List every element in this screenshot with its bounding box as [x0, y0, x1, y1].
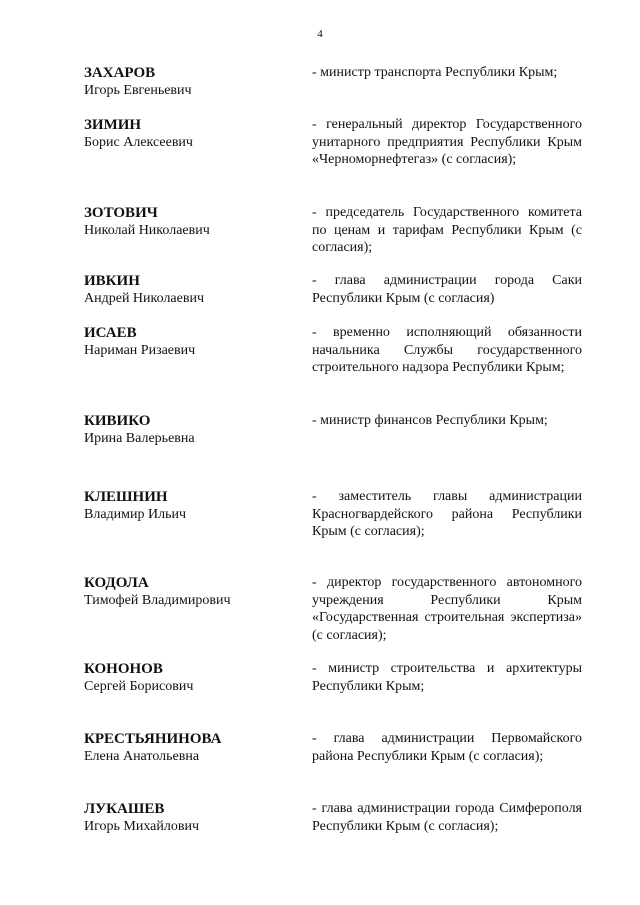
member-role: - глава администрации города Саки Республики Крым (с согласия) [312, 273, 582, 306]
member-given-names: Елена Анатольевна [84, 749, 200, 764]
member-surname: КРЕСТЬЯНИНОВА [84, 731, 222, 747]
member-role: - директор государственного автономного учреждения Республики Крым «Государственная строительная экспертиза» (с согласия); [312, 575, 582, 643]
member-given-names: Николай Николаевич [84, 223, 210, 238]
member-surname: КЛЕШНИН [84, 489, 168, 505]
member-given-names: Игорь Евгеньевич [84, 83, 192, 98]
member-surname: ЗАХАРОВ [84, 65, 156, 81]
member-surname: ИВКИН [84, 273, 140, 289]
member-surname: КОДОЛА [84, 575, 149, 591]
member-role: - глава администрации Первомайского района Республики Крым (с согласия); [312, 731, 582, 764]
member-role: - председатель Государственного комитета по ценам и тарифам Республики Крым (с согласия); [312, 205, 582, 255]
member-given-names: Нариман Ризаевич [84, 343, 196, 358]
member-given-names: Владимир Ильич [84, 507, 187, 522]
member-role: - министр транспорта Республики Крым; [312, 65, 558, 80]
member-surname: КИВИКО [84, 413, 151, 429]
member-surname: КОНОНОВ [84, 661, 163, 677]
member-role: - министр строительства и архитектуры Республики Крым; [312, 661, 582, 694]
member-given-names: Борис Алексеевич [84, 135, 193, 150]
member-given-names: Тимофей Владимирович [84, 593, 231, 608]
member-role: - заместитель главы администрации Красногвардейского района Республики Крым (с согласия); [312, 489, 582, 539]
member-surname: ЗОТОВИЧ [84, 205, 158, 221]
member-role: - министр финансов Республики Крым; [312, 413, 548, 428]
member-given-names: Андрей Николаевич [84, 291, 204, 306]
page-number: 4 [317, 28, 323, 40]
member-given-names: Игорь Михайлович [84, 819, 199, 834]
member-surname: ЗИМИН [84, 117, 142, 133]
member-role: - глава администрации города Симферополя Республики Крым (с согласия); [312, 801, 582, 834]
member-role: - генеральный директор Государственного унитарного предприятия Республики Крым «Черноморнефтегаз» (с согласия); [312, 117, 582, 167]
member-surname: ЛУКАШЕВ [84, 801, 165, 817]
member-role: - временно исполняющий обязанности начальника Службы государственного строительного надзора Республики Крым; [312, 325, 582, 375]
member-surname: ИСАЕВ [84, 325, 137, 341]
member-given-names: Ирина Валерьевна [84, 431, 195, 446]
member-given-names: Сергей Борисович [84, 679, 194, 694]
